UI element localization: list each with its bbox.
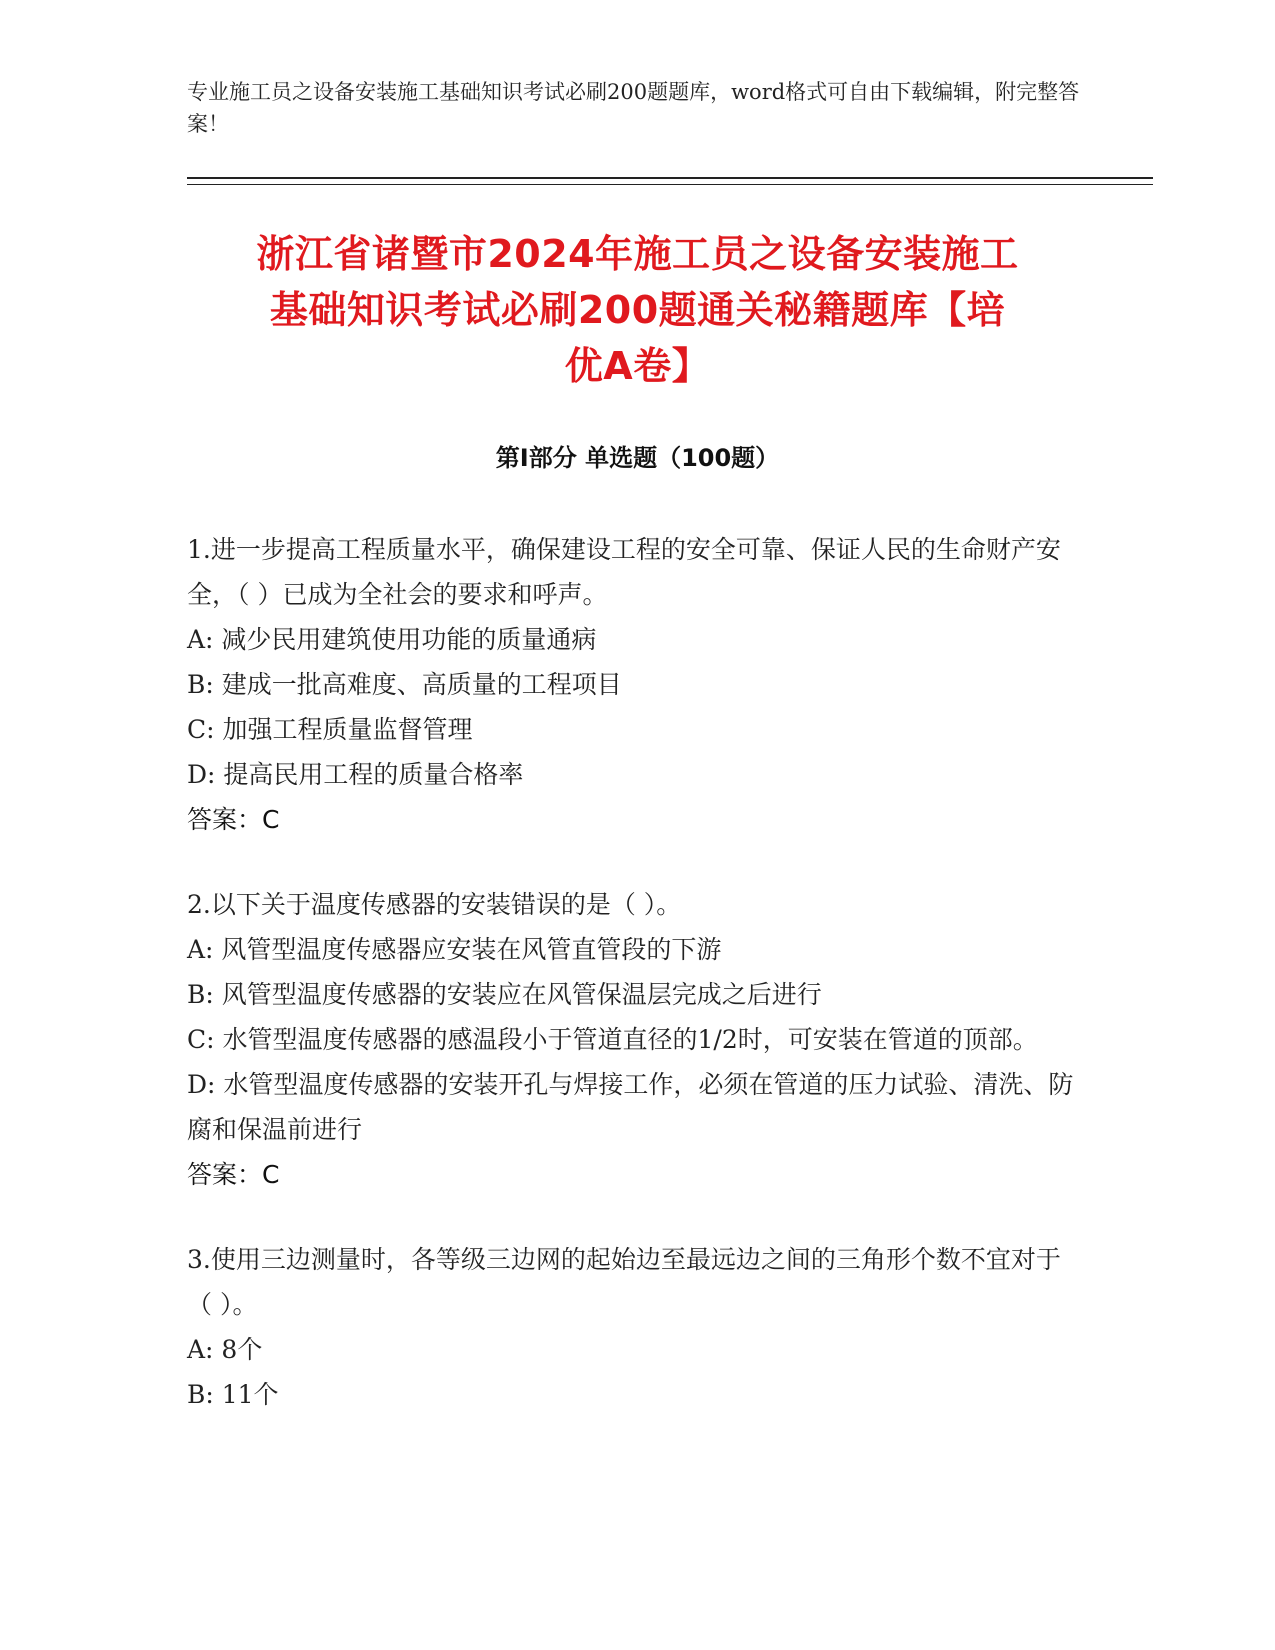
question-1: [187, 527, 1077, 842]
option-c: C: 水管型温度传感器的感温段小于管道直径的1/2时，可安装在管道的顶部。: [187, 1025, 1038, 1054]
document-title: [140, 226, 1135, 394]
section-heading: 第I部分 单选题（100题）: [495, 444, 780, 472]
question-2: [187, 882, 1077, 1197]
question-list: [187, 527, 1077, 1457]
header-note: 专业施工员之设备安装施工基础知识考试必刷200题题库，word格式可自由下载编辑，附完整答案！: [187, 80, 1080, 136]
option-b: B: 风管型温度传感器的安装应在风管保温层完成之后进行: [187, 980, 822, 1009]
question-stem: 3.使用三边测量时，各等级三边网的起始边至最远边之间的三角形个数不宜对于（ ）。: [187, 1245, 1061, 1319]
option-d: D: 提高民用工程的质量合格率: [187, 760, 524, 789]
header-rule-thick: [187, 177, 1153, 179]
title-line-3: 优A卷】: [564, 344, 711, 388]
title-line-2: 基础知识考试必刷200题通关秘籍题库【培: [269, 288, 1006, 332]
answer-label: 答案：C: [187, 805, 280, 834]
option-a: A: 减少民用建筑使用功能的质量通病: [187, 625, 597, 654]
title-line-1: 浙江省诸暨市2024年施工员之设备安装施工: [256, 232, 1019, 276]
option-d: D: 水管型温度传感器的安装开孔与焊接工作，必须在管道的压力试验、清洗、防腐和保温前进行: [187, 1070, 1074, 1144]
option-a: A: 风管型温度传感器应安装在风管直管段的下游: [187, 935, 722, 964]
question-3: [187, 1237, 1077, 1417]
option-b: B: 11个: [187, 1380, 279, 1409]
question-stem: 1.进一步提高工程质量水平，确保建设工程的安全可靠、保证人民的生命财产安全，（ ）已成为全社会的要求和呼声。: [187, 535, 1061, 609]
answer-label: 答案：C: [187, 1160, 280, 1189]
option-c: C: 加强工程质量监督管理: [187, 715, 473, 744]
header-rule-thin: [187, 184, 1153, 185]
option-b: B: 建成一批高难度、高质量的工程项目: [187, 670, 622, 699]
question-stem: 2.以下关于温度传感器的安装错误的是（ ）。: [187, 890, 682, 919]
option-a: A: 8个: [187, 1335, 263, 1364]
